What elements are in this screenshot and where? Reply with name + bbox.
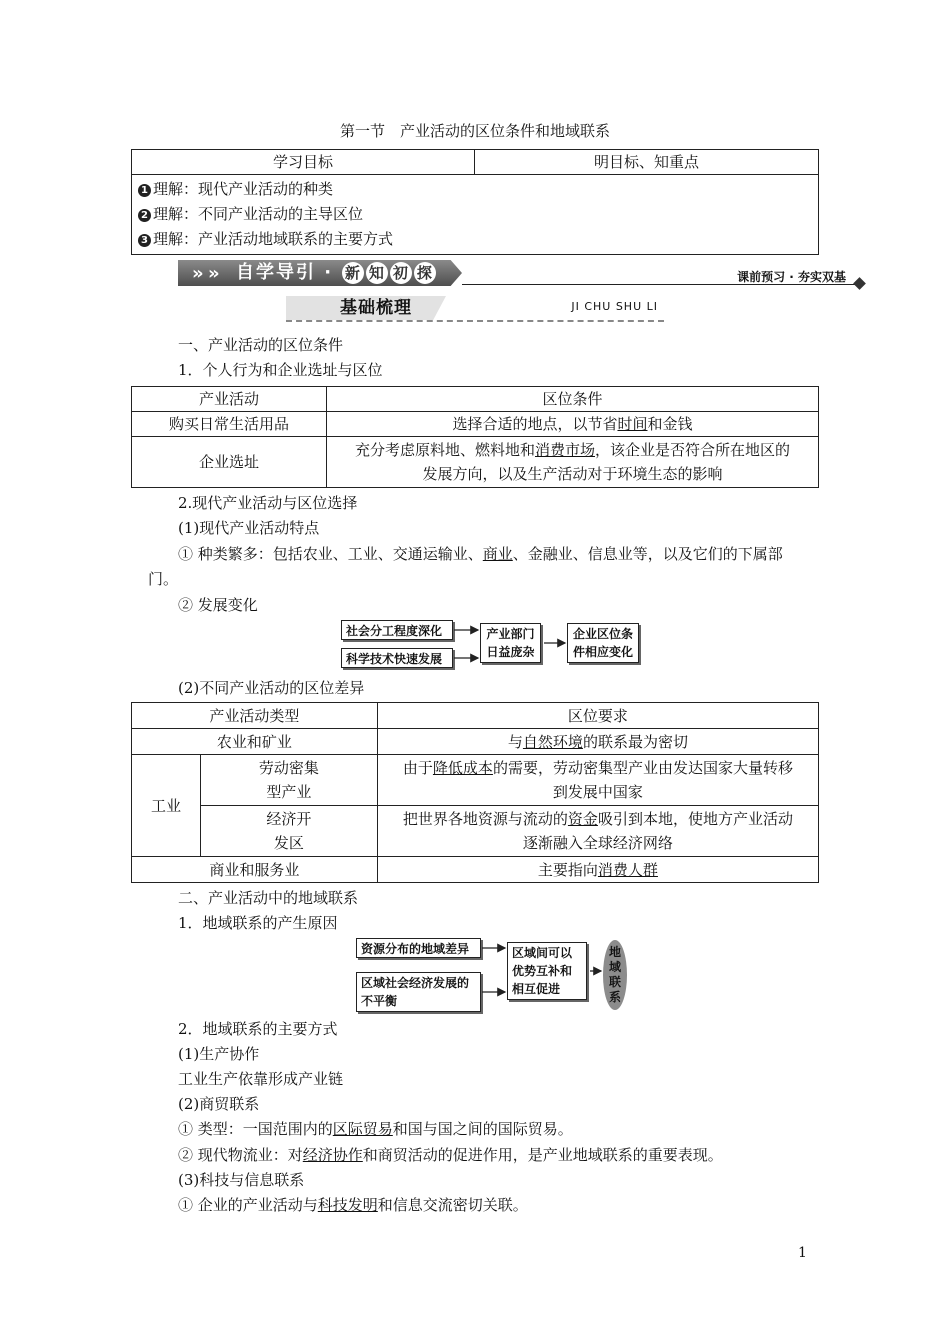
table-cell: 由于降低成本的需要，劳动密集型产业由发达国家大量转移 到发展中国家 xyxy=(377,755,818,806)
table-cell: 购买日常生活用品 xyxy=(132,412,327,437)
flow-box: 科学技术快速发展 xyxy=(341,648,453,668)
diamond-icon xyxy=(853,277,866,290)
goal-item: 2 理解：不同产业活动的主导区位 xyxy=(138,202,812,227)
section-heading: 二、产业活动中的地域联系 xyxy=(178,889,359,907)
table-cell: 商业和服务业 xyxy=(132,857,378,883)
table-header: 产业活动 xyxy=(132,387,327,412)
section-banner xyxy=(178,258,864,288)
table-cell: 充分考虑原料地、燃料地和消费市场，该企业是否符合所在地区的 发展方向，以及生产活动对于环境生态的影响 xyxy=(327,437,819,488)
flow-box: 区域社会经济发展的 不平衡 xyxy=(356,972,481,1012)
sub-banner xyxy=(286,296,664,324)
flow-box: 企业区位条 件相应变化 xyxy=(567,623,639,663)
subsection-heading: 2．地域联系的主要方式 xyxy=(178,1020,338,1038)
paragraph: ① 类型：一国范围内的区际贸易和国与国之间的国际贸易。 xyxy=(178,1120,573,1138)
table-cell: 与自然环境的联系最为密切 xyxy=(377,729,818,755)
subsection-heading: (1)现代产业活动特点 xyxy=(178,519,320,537)
paragraph: ① 企业的产业活动与科技发明和信息交流密切关联。 xyxy=(178,1196,528,1214)
banner-subtitle: 课前预习 · 夯实双基 xyxy=(737,270,846,284)
table-header: 区位要求 xyxy=(377,703,818,729)
table-cell: 主要指向消费人群 xyxy=(377,857,818,883)
subsection-heading: 2.现代产业活动与区位选择 xyxy=(178,494,358,512)
table-cell: 选择合适的地点，以节省时间和金钱 xyxy=(327,412,819,437)
page-number: 1 xyxy=(798,1245,807,1261)
flow-arrows xyxy=(452,620,572,670)
flow-arrows xyxy=(480,935,605,1015)
table-cell: 农业和矿业 xyxy=(132,729,378,755)
subsection-heading: 1．个人行为和企业选址与区位 xyxy=(178,361,383,379)
paragraph: (3)科技与信息联系 xyxy=(178,1171,305,1189)
paragraph: ① 种类繁多：包括农业、工业、交通运输业、商业、金融业、信息业等，以及它们的下属部 xyxy=(178,545,783,563)
table-header: 区位条件 xyxy=(327,387,819,412)
subsection-heading: (2)不同产业活动的区位差异 xyxy=(178,679,365,697)
subsection-heading: 1．地域联系的产生原因 xyxy=(178,914,338,932)
goals-header-left: 学习目标 xyxy=(132,150,475,175)
table-cell: 劳动密集 型产业 xyxy=(201,755,378,806)
goal-item: 1 理解：现代产业活动的种类 xyxy=(138,177,812,202)
table-cell: 工业 xyxy=(132,755,201,857)
flow-box: 社会分工程度深化 xyxy=(341,620,453,640)
paragraph: (1)生产协作 xyxy=(178,1045,260,1063)
flow-box: 产业部门 日益庞杂 xyxy=(480,623,541,663)
number-badge: 1 xyxy=(138,184,151,197)
chevron-right-icon: » xyxy=(208,263,220,284)
paragraph: ② 发展变化 xyxy=(178,596,258,614)
paragraph: 门。 xyxy=(148,570,179,588)
paragraph: (2)商贸联系 xyxy=(178,1095,260,1113)
sub-banner-pinyin: JI CHU SHU LI xyxy=(571,300,658,313)
section-heading: 一、产业活动的区位条件 xyxy=(178,336,344,354)
difference-table xyxy=(131,702,819,883)
goals-table xyxy=(131,149,819,255)
table-cell: 把世界各地资源与流动的资金吸引到本地，使地方产业活动 逐渐融入全球经济网络 xyxy=(377,806,818,857)
paragraph: 工业生产依靠形成产业链 xyxy=(178,1070,344,1088)
location-table xyxy=(131,386,819,488)
flow-box: 区域间可以 优势互补和 相互促进 xyxy=(507,942,587,1000)
goals-header-right: 明目标、知重点 xyxy=(475,150,819,175)
number-badge: 2 xyxy=(138,209,151,222)
goal-item: 3 理解：产业活动地域联系的主要方式 xyxy=(138,227,812,252)
table-cell: 经济开 发区 xyxy=(201,806,378,857)
banner-title: 自学导引 · 新 知 初 探 xyxy=(236,261,437,285)
table-header: 产业活动类型 xyxy=(132,703,378,729)
sub-banner-title: 基础梳理 xyxy=(340,298,412,318)
paragraph: ② 现代物流业：对经济协作和商贸活动的促进作用，是产业地域联系的重要表现。 xyxy=(178,1146,723,1164)
flow-box: 资源分布的地域差异 xyxy=(356,938,481,958)
goals-list xyxy=(132,175,819,255)
page-title: 第一节 产业活动的区位条件和地域联系 xyxy=(339,122,610,140)
chevron-right-icon: » xyxy=(192,263,204,284)
flow-ellipse: 地 域 联 系 xyxy=(603,940,627,1010)
number-badge: 3 xyxy=(138,234,151,247)
table-cell: 企业选址 xyxy=(132,437,327,488)
divider xyxy=(286,320,664,322)
